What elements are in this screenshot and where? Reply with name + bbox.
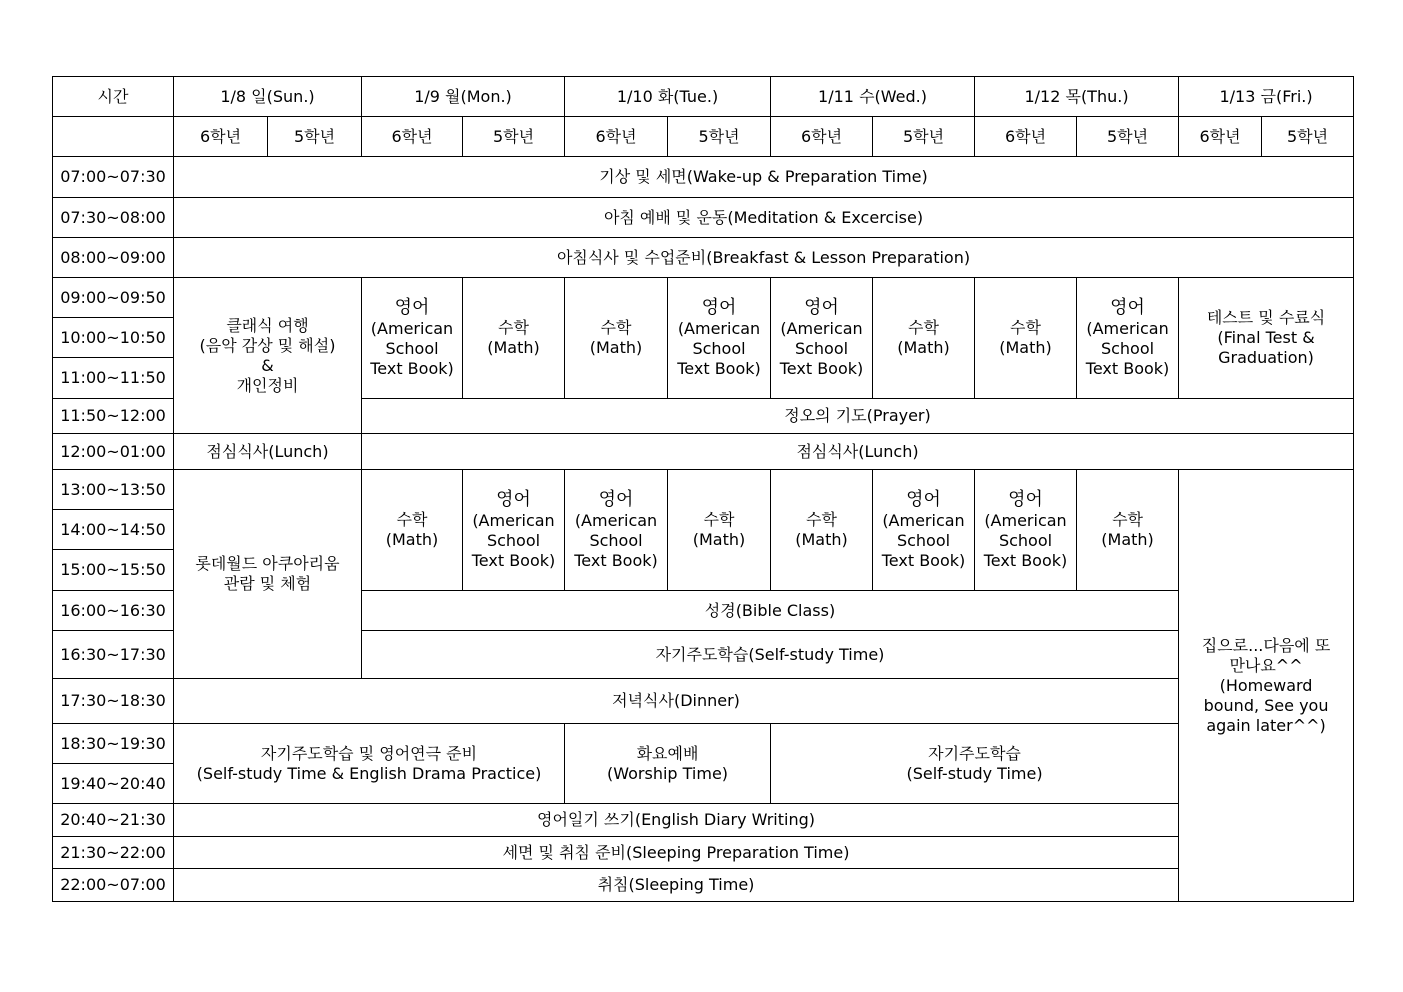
- prayer-cell: 정오의 기도(Prayer): [362, 399, 1354, 434]
- dinner-cell: 저녁식사(Dinner): [174, 679, 1179, 724]
- classical-trip-cell: [174, 278, 362, 434]
- math-class-cell: [463, 278, 565, 399]
- time-slot: 11:50~12:00: [53, 399, 174, 434]
- english-class-cell: [1077, 278, 1179, 399]
- english-line: (American: [1086, 319, 1169, 339]
- day-header-tue: 1/10 화(Tue.): [565, 77, 771, 117]
- english-line: (American: [472, 511, 555, 531]
- math-line: (Math): [487, 338, 540, 357]
- time-slot: 07:00~07:30: [53, 157, 174, 198]
- grade-6-mon: 6학년: [362, 117, 463, 157]
- math-line: (Math): [795, 530, 848, 549]
- bible-cell: 성경(Bible Class): [362, 591, 1179, 631]
- math-line: (Math): [385, 530, 439, 549]
- math-label: 수학: [396, 510, 428, 529]
- drama-practice-cell: [174, 724, 565, 804]
- english-line: (American: [370, 319, 454, 339]
- lotte-world-cell: [174, 470, 362, 679]
- english-line: School: [998, 531, 1053, 551]
- math-label: 수학: [1010, 318, 1041, 337]
- english-line: Text Book): [1085, 359, 1170, 379]
- schedule-table: [52, 76, 1354, 902]
- math-class-cell: [873, 278, 975, 399]
- english-line: Text Book): [574, 551, 658, 571]
- math-line: (Math): [1101, 530, 1154, 549]
- day-header-fri: 1/13 금(Fri.): [1179, 77, 1354, 117]
- english-label: 영어: [701, 296, 737, 318]
- worship-cell: [565, 724, 771, 804]
- time-slot: 08:00~09:00: [53, 238, 174, 278]
- math-class-cell: [668, 470, 771, 591]
- english-line: Text Book): [370, 359, 454, 379]
- english-class-cell: [771, 278, 873, 399]
- grade-6-wed: 6학년: [771, 117, 873, 157]
- english-label: 영어: [1008, 488, 1043, 510]
- time-slot: 12:00~01:00: [53, 434, 174, 470]
- time-slot: 14:00~14:50: [53, 510, 174, 550]
- time-slot: 19:40~20:40: [53, 764, 174, 804]
- time-header: 시간: [53, 77, 174, 117]
- time-slot: 22:00~07:00: [53, 869, 174, 902]
- blank-cell: [53, 117, 174, 157]
- english-line: (American: [574, 511, 658, 531]
- time-slot: 16:30~17:30: [53, 631, 174, 679]
- time-slot: 18:30~19:30: [53, 724, 174, 764]
- english-class-cell: [362, 278, 463, 399]
- day-header-wed: 1/11 수(Wed.): [771, 77, 975, 117]
- day-header-mon: 1/9 월(Mon.): [362, 77, 565, 117]
- classical-line: &: [261, 355, 274, 375]
- classical-line: 클래식 여행: [226, 315, 309, 335]
- sleep-prep-cell: 세면 및 취침 준비(Sleeping Preparation Time): [174, 837, 1179, 869]
- homeward-line: again later^^): [1206, 715, 1326, 735]
- math-line: (Math): [692, 530, 746, 549]
- math-label: 수학: [600, 318, 632, 337]
- math-line: (Math): [897, 338, 950, 357]
- grade-6-tue: 6학년: [565, 117, 668, 157]
- english-line: (American: [882, 511, 965, 531]
- english-line: Text Book): [471, 551, 556, 571]
- diary-cell: 영어일기 쓰기(English Diary Writing): [174, 804, 1179, 837]
- math-label: 수학: [806, 510, 837, 529]
- english-line: Text Book): [983, 551, 1068, 571]
- math-label: 수학: [498, 318, 529, 337]
- time-slot: 07:30~08:00: [53, 198, 174, 238]
- lunch-cell: 점심식사(Lunch): [362, 434, 1354, 470]
- math-label: 수학: [908, 318, 939, 337]
- breakfast-cell: 아침식사 및 수업준비(Breakfast & Lesson Preparation): [174, 238, 1354, 278]
- grade-5-thu: 5학년: [1077, 117, 1179, 157]
- english-line: Text Book): [881, 551, 966, 571]
- homeward-line: bound, See you: [1203, 695, 1329, 715]
- math-class-cell: [771, 470, 873, 591]
- lotte-line: 롯데월드 아쿠아리움: [195, 554, 340, 573]
- classical-line: (음악 감상 및 해설): [199, 335, 336, 355]
- lunch-sun-cell: 점심식사(Lunch): [174, 434, 362, 470]
- grade-6-thu: 6학년: [975, 117, 1077, 157]
- english-line: Text Book): [677, 359, 761, 379]
- english-class-cell: [975, 470, 1077, 591]
- math-line: (Math): [589, 338, 643, 357]
- homeward-cell: [1179, 470, 1354, 902]
- time-slot: 15:00~15:50: [53, 550, 174, 591]
- math-class-cell: [362, 470, 463, 591]
- selfstudy-evening-cell: [771, 724, 1179, 804]
- selfstudy-line: (Self-study Time): [906, 763, 1043, 783]
- homeward-line: 집으로...다음에 또: [1201, 635, 1331, 655]
- classical-line: 개인정비: [236, 375, 299, 395]
- english-line: School: [589, 531, 643, 551]
- grade-6-fri: 6학년: [1179, 117, 1262, 157]
- english-label: 영어: [906, 488, 941, 510]
- meditation-cell: 아침 예배 및 운동(Meditation & Excercise): [174, 198, 1354, 238]
- english-line: School: [794, 339, 849, 359]
- wakeup-cell: 기상 및 세면(Wake-up & Preparation Time): [174, 157, 1354, 198]
- grade-5-wed: 5학년: [873, 117, 975, 157]
- english-line: Text Book): [779, 359, 864, 379]
- selfstudy-line: 자기주도학습: [928, 743, 1021, 763]
- time-slot: 13:00~13:50: [53, 470, 174, 510]
- sleep-cell: 취침(Sleeping Time): [174, 869, 1179, 902]
- math-class-cell: [975, 278, 1077, 399]
- homeward-line: (Homeward: [1219, 675, 1313, 695]
- math-line: (Math): [999, 338, 1052, 357]
- time-slot: 10:00~10:50: [53, 318, 174, 358]
- time-slot: 11:00~11:50: [53, 358, 174, 399]
- final-line: 테스트 및 수료식: [1206, 308, 1326, 327]
- final-test-cell: [1179, 278, 1354, 399]
- english-label: 영어: [394, 296, 430, 318]
- english-line: School: [385, 339, 439, 359]
- drama-line: 자기주도학습 및 영어연극 준비: [260, 743, 478, 763]
- grade-5-mon: 5학년: [463, 117, 565, 157]
- final-line: (Final Test &: [1217, 328, 1315, 347]
- english-line: (American: [780, 319, 863, 339]
- lotte-line: 관람 및 체험: [223, 574, 312, 593]
- math-label: 수학: [703, 510, 735, 529]
- english-class-cell: [668, 278, 771, 399]
- final-line: Graduation): [1218, 348, 1314, 367]
- worship-line: (Worship Time): [606, 763, 729, 783]
- grade-5-sun: 5학년: [268, 117, 362, 157]
- english-class-cell: [873, 470, 975, 591]
- selfstudy-cell: 자기주도학습(Self-study Time): [362, 631, 1179, 679]
- english-line: (American: [984, 511, 1067, 531]
- english-label: 영어: [1110, 296, 1145, 318]
- english-label: 영어: [598, 488, 634, 510]
- day-header-sun: 1/8 일(Sun.): [174, 77, 362, 117]
- english-label: 영어: [496, 488, 531, 510]
- english-class-cell: [565, 470, 668, 591]
- english-line: (American: [677, 319, 761, 339]
- english-line: School: [896, 531, 951, 551]
- english-line: School: [692, 339, 746, 359]
- english-class-cell: [463, 470, 565, 591]
- grade-5-fri: 5학년: [1262, 117, 1354, 157]
- time-slot: 20:40~21:30: [53, 804, 174, 837]
- time-slot: 09:00~09:50: [53, 278, 174, 318]
- day-header-thu: 1/12 목(Thu.): [975, 77, 1179, 117]
- math-class-cell: [1077, 470, 1179, 591]
- english-label: 영어: [804, 296, 839, 318]
- grade-5-tue: 5학년: [668, 117, 771, 157]
- worship-line: 화요예배: [636, 743, 699, 763]
- grade-6-sun: 6학년: [174, 117, 268, 157]
- drama-line: (Self-study Time & English Drama Practice): [196, 763, 542, 783]
- english-line: School: [1100, 339, 1155, 359]
- homeward-line: 만나요^^: [1229, 655, 1303, 675]
- english-line: School: [486, 531, 541, 551]
- time-slot: 21:30~22:00: [53, 837, 174, 869]
- math-class-cell: [565, 278, 668, 399]
- time-slot: 16:00~16:30: [53, 591, 174, 631]
- time-slot: 17:30~18:30: [53, 679, 174, 724]
- math-label: 수학: [1112, 510, 1143, 529]
